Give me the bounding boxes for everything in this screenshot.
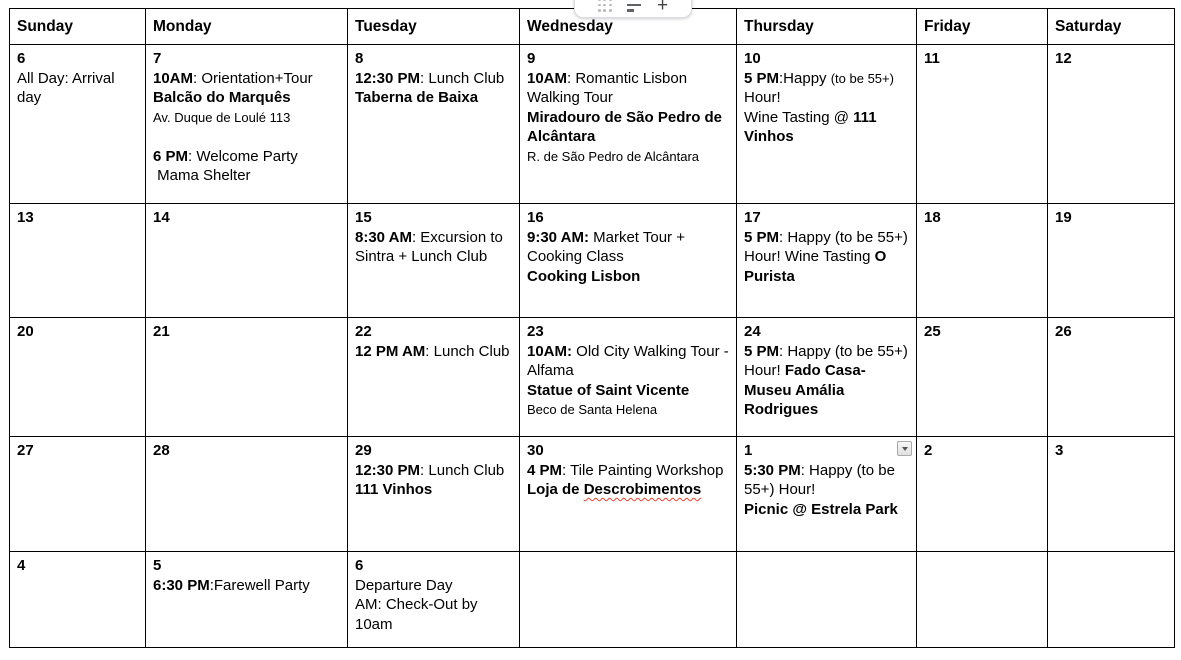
cell-date: 10 xyxy=(744,50,761,67)
event-text: Av. Duque de Loulé 113 xyxy=(153,109,291,125)
day-header-label: Tuesday xyxy=(355,17,417,35)
event-text: Wine Tasting @ 111 Vinhos xyxy=(744,108,881,145)
calendar-cell-w2-wednesday[interactable] xyxy=(520,204,737,318)
event-text: 111 Vinhos xyxy=(355,481,433,498)
calendar-cell-w4-thursday[interactable] xyxy=(737,437,917,552)
cell-date: 1 xyxy=(744,442,753,459)
event-text: Statue of Saint Vicente xyxy=(527,381,690,399)
calendar-cell-w5-sunday[interactable] xyxy=(10,552,146,648)
event-text: Beco de Santa Helena xyxy=(527,402,658,417)
calendar-cell-w4-friday[interactable] xyxy=(917,437,1048,552)
day-header-friday[interactable] xyxy=(917,9,1048,45)
event-text: 10AM: Romantic Lisbon Walking Tour xyxy=(527,69,692,106)
cell-date: 2 xyxy=(924,442,933,459)
calendar-cell-w1-tuesday[interactable] xyxy=(348,45,520,204)
cell-date: 6 xyxy=(17,50,26,67)
event-text: 10AM: Old City Walking Tour - Alfama xyxy=(527,342,733,379)
event-text: AM: Check-Out by 10am xyxy=(355,596,482,633)
event-text: 12:30 PM: Lunch Club Taberna de Baixa xyxy=(355,69,509,106)
cell-date: 14 xyxy=(153,209,170,226)
calendar-cell-w5-thursday[interactable] xyxy=(737,552,917,648)
event-text: 12:30 PM: Lunch Club xyxy=(355,461,505,479)
calendar-cell-w2-saturday[interactable] xyxy=(1048,204,1175,318)
calendar-table xyxy=(9,8,1175,648)
cell-date: 15 xyxy=(355,209,372,226)
table-floating-toolbar xyxy=(574,0,692,18)
day-header-label: Monday xyxy=(153,17,212,35)
event-text: 4 PM: Tile Painting Workshop xyxy=(527,461,724,479)
calendar-cell-w3-friday[interactable] xyxy=(917,318,1048,437)
event-text: All Day: Arrival day xyxy=(17,69,119,106)
calendar-cell-w2-friday[interactable] xyxy=(917,204,1048,318)
event-text: Loja de Descrobimentos xyxy=(527,481,702,498)
calendar-cell-w2-monday[interactable] xyxy=(146,204,348,318)
calendar-cell-w2-tuesday[interactable] xyxy=(348,204,520,318)
event-text: 6:30 PM:Farewell Party xyxy=(153,576,310,594)
cell-date: 27 xyxy=(17,442,34,459)
calendar-cell-w5-wednesday[interactable] xyxy=(520,552,737,648)
align-icon[interactable] xyxy=(627,3,642,12)
day-header-tuesday[interactable] xyxy=(348,9,520,45)
calendar-cell-w4-tuesday[interactable] xyxy=(348,437,520,552)
cell-date: 9 xyxy=(527,50,536,67)
calendar-cell-w2-sunday[interactable] xyxy=(10,204,146,318)
event-text: Cooking Lisbon xyxy=(527,267,641,285)
cell-date: 13 xyxy=(17,209,34,226)
day-header-monday[interactable] xyxy=(146,9,348,45)
cell-date: 24 xyxy=(744,323,761,340)
calendar-cell-w3-wednesday[interactable] xyxy=(520,318,737,437)
cell-date: 17 xyxy=(744,209,761,226)
cell-date: 26 xyxy=(1055,323,1072,340)
cell-date: 4 xyxy=(17,557,26,574)
day-header-saturday[interactable] xyxy=(1048,9,1175,45)
calendar-cell-w5-tuesday[interactable] xyxy=(348,552,520,648)
event-text: Balcão do Marquês xyxy=(153,89,291,106)
event-text: R. de São Pedro de Alcântara xyxy=(527,148,700,164)
drag-dots-icon[interactable] xyxy=(598,0,612,12)
event-text: 5 PM: Happy (to be 55+) Hour! Fado Casa-Museu Amália Rodrigues xyxy=(744,342,913,418)
day-header-sunday[interactable] xyxy=(10,9,146,45)
calendar-cell-w3-thursday[interactable] xyxy=(737,318,917,437)
cell-date: 6 xyxy=(355,557,364,574)
calendar-cell-w1-thursday[interactable] xyxy=(737,45,917,204)
calendar-cell-w4-sunday[interactable] xyxy=(10,437,146,552)
calendar-cell-w1-friday[interactable] xyxy=(917,45,1048,204)
calendar-cell-w1-saturday[interactable] xyxy=(1048,45,1175,204)
cell-date: 7 xyxy=(153,50,162,67)
cell-date: 21 xyxy=(153,323,170,340)
calendar-cell-w5-friday[interactable] xyxy=(917,552,1048,648)
event-text: 5:30 PM: Happy (to be 55+) Hour! xyxy=(744,461,900,498)
event-text: Miradouro de São Pedro de Alcântara xyxy=(527,108,726,145)
event-text: 8:30 AM: Excursion to Sintra + Lunch Club xyxy=(355,228,508,265)
cell-date: 25 xyxy=(924,323,941,340)
event-text: Mama Shelter xyxy=(153,167,251,184)
cell-date: 23 xyxy=(527,323,544,340)
event-text: 12 PM AM: Lunch Club xyxy=(355,342,510,360)
day-header-label: Friday xyxy=(924,17,971,35)
cell-date: 30 xyxy=(527,442,544,459)
event-text xyxy=(153,127,340,147)
day-header-label: Sunday xyxy=(17,17,73,35)
cell-date: 20 xyxy=(17,323,34,340)
calendar-cell-w3-saturday[interactable] xyxy=(1048,318,1175,437)
day-header-label: Wednesday xyxy=(527,17,613,35)
cell-date: 11 xyxy=(924,50,940,67)
calendar-cell-w1-wednesday[interactable] xyxy=(520,45,737,204)
cell-date: 12 xyxy=(1055,50,1072,67)
cell-date: 29 xyxy=(355,442,372,459)
day-header-label: Thursday xyxy=(744,17,814,35)
cell-date: 28 xyxy=(153,442,170,459)
event-text: 9:30 AM: Market Tour + Cooking Class xyxy=(527,228,690,265)
calendar-cell-w1-monday[interactable] xyxy=(146,45,348,204)
calendar-cell-w3-tuesday[interactable] xyxy=(348,318,520,437)
cell-date: 8 xyxy=(355,50,364,67)
cell-date: 22 xyxy=(355,323,372,340)
day-header-thursday[interactable] xyxy=(737,9,917,45)
cell-dropdown-button[interactable] xyxy=(897,441,912,456)
calendar-cell-w3-sunday[interactable] xyxy=(10,318,146,437)
cell-date: 3 xyxy=(1055,442,1064,459)
event-text: 6 PM: Welcome Party xyxy=(153,147,298,165)
event-text: Departure Day xyxy=(355,576,453,594)
cell-date: 18 xyxy=(924,209,941,226)
event-text: 5 PM: Happy (to be 55+) Hour! Wine Tasting O Purista xyxy=(744,228,913,285)
day-header-label: Saturday xyxy=(1055,17,1122,35)
event-text: Picnic @ Estrela Park xyxy=(744,500,898,518)
cell-date: 5 xyxy=(153,557,162,574)
calendar-cell-w4-wednesday[interactable] xyxy=(520,437,737,552)
event-text: 5 PM:Happy (to be 55+) Hour! xyxy=(744,69,899,106)
calendar-cell-w4-saturday[interactable] xyxy=(1048,437,1175,552)
calendar-cell-w2-thursday[interactable] xyxy=(737,204,917,318)
calendar-cell-w5-saturday[interactable] xyxy=(1048,552,1175,648)
calendar-cell-w4-monday[interactable] xyxy=(146,437,348,552)
calendar-cell-w1-sunday[interactable] xyxy=(10,45,146,204)
cell-date: 19 xyxy=(1055,209,1072,226)
event-text: 10AM: Orientation+Tour xyxy=(153,69,313,87)
calendar-cell-w3-monday[interactable] xyxy=(146,318,348,437)
add-icon[interactable]: + xyxy=(656,0,669,16)
cell-date: 16 xyxy=(527,209,544,226)
calendar-cell-w5-monday[interactable] xyxy=(146,552,348,648)
